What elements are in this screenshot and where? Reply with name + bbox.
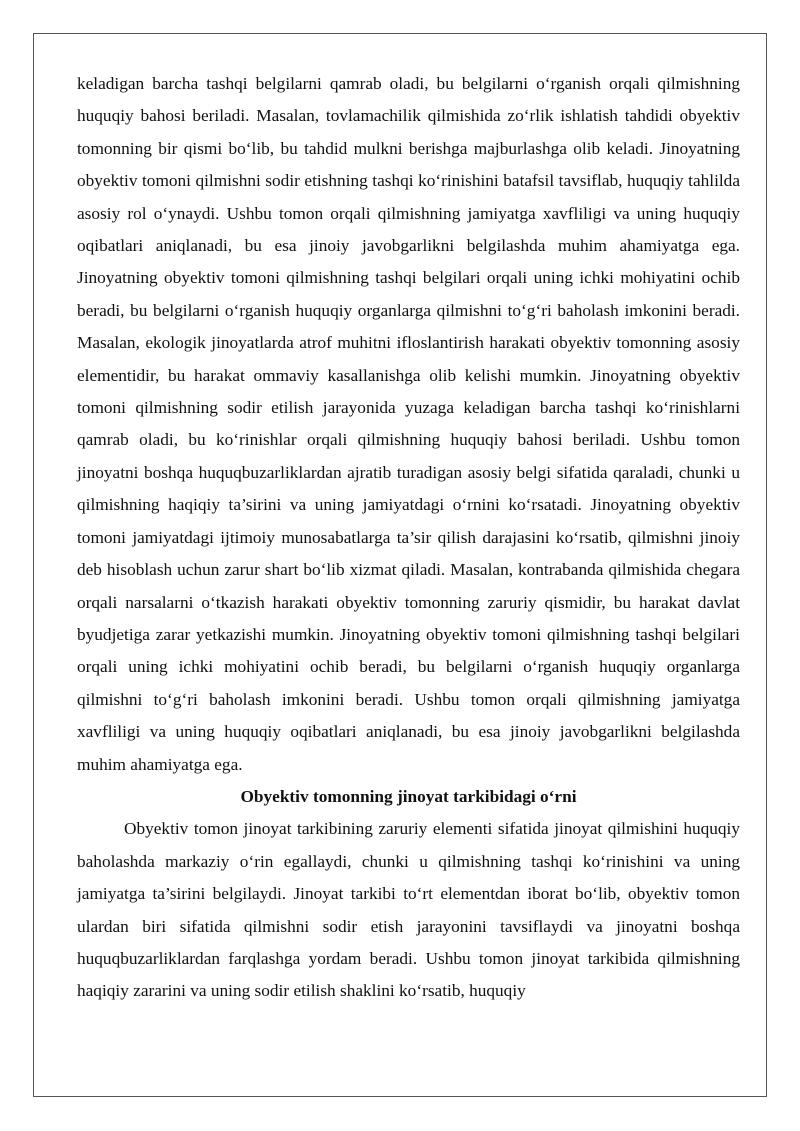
body-paragraph: keladigan barcha tashqi belgilarni qamrab oladi, bu belgilarni o‘rganish orqali qilmishning huquqiy bahosi beriladi. Masalan, tovlamachilik qilmishida zo‘rlik ishlatish tahdidi obyektiv tomonning bir qismi bo‘lib, bu tahdid mulkni berishga majburlashga olib keladi. Jinoyatning obyektiv tomoni qilmishni sodir etishning tashqi ko‘rinishini batafsil tavsiflab, huquqiy tahlilda asosiy rol o‘ynaydi. Ushbu tomon orqali qilmishning jamiyatga xavfliligi va uning huquqiy oqibatlari aniqlanadi, bu esa jinoiy javobgarlikni belgilashda muhim ahamiyatga ega. Jinoyatning obyektiv tomoni qilmishning tashqi belgilari orqali uning ichki mohiyatini ochib beradi, bu belgilarni o‘rganish huquqiy organlarga qilmishni to‘g‘ri baholash imkonini beradi. Masalan, ekologik jinoyatlarda atrof muhitni ifloslantirish harakati obyektiv tomonning asosiy elementidir, bu harakat ommaviy kasallanishga olib kelishi mumkin. Jinoyatning obyektiv tomoni qilmishning sodir etilish jarayonida yuzaga keladigan barcha tashqi ko‘rinishlarni qamrab oladi, bu ko‘rinishlar orqali qilmishning huquqiy bahosi beriladi. Ushbu tomon jinoyatni boshqa huquqbuzarliklardan ajratib turadigan asosiy belgi sifatida qaraladi, chunki u qilmishning haqiqiy ta’sirini va uning jamiyatdagi o‘rnini ko‘rsatadi. Jinoyatning obyektiv tomoni jamiyatdagi ijtimoiy munosabatlarga ta’sir qilish darajasini ko‘rsatib, qilmishni jinoiy deb hisoblash uchun zarur shart bo‘lib xizmat qiladi. Masalan, kontrabanda qilmishida chegara orqali narsalarni o‘tkazish harakati obyektiv tomonning zaruriy qismidir, bu harakat davlat byudjetiga zarar yetkazishi mumkin. Jinoyatning obyektiv tomoni qilmishning tashqi belgilari orqali uning ichki mohiyatini ochib beradi, bu belgilarni o‘rganish huquqiy organlarga qilmishni to‘g‘ri baholash imkonini beradi. Ushbu tomon orqali qilmishning jamiyatga xavfliligi va uning huquqiy oqibatlari aniqlanadi, bu esa jinoiy javobgarlikni belgilashda muhim ahamiyatga ega. [77, 74, 740, 774]
body-paragraph: Obyektiv tomon jinoyat tarkibining zaruriy elementi sifatida jinoyat qilmishini huquqiy baholashda markaziy o‘rin egallaydi, chunki u qilmishning tashqi ko‘rinishini va uning jamiyatga ta’sirini belgilaydi. Jinoyat tarkibi to‘rt elementdan iborat bo‘lib, obyektiv tomon ulardan biri sifatida qilmishni sodir etish jarayonini tavsiflaydi va jinoyatni boshqa huquqbuzarliklardan farqlashga yordam beradi. Ushbu tomon jinoyat tarkibida qilmishning haqiqiy zararini va uning sodir etilish shaklini ko‘rsatib, huquqiy [77, 819, 740, 1001]
document-body [77, 68, 740, 1008]
section-heading: Obyektiv tomonning jinoyat tarkibidagi o‘rni [240, 786, 577, 806]
